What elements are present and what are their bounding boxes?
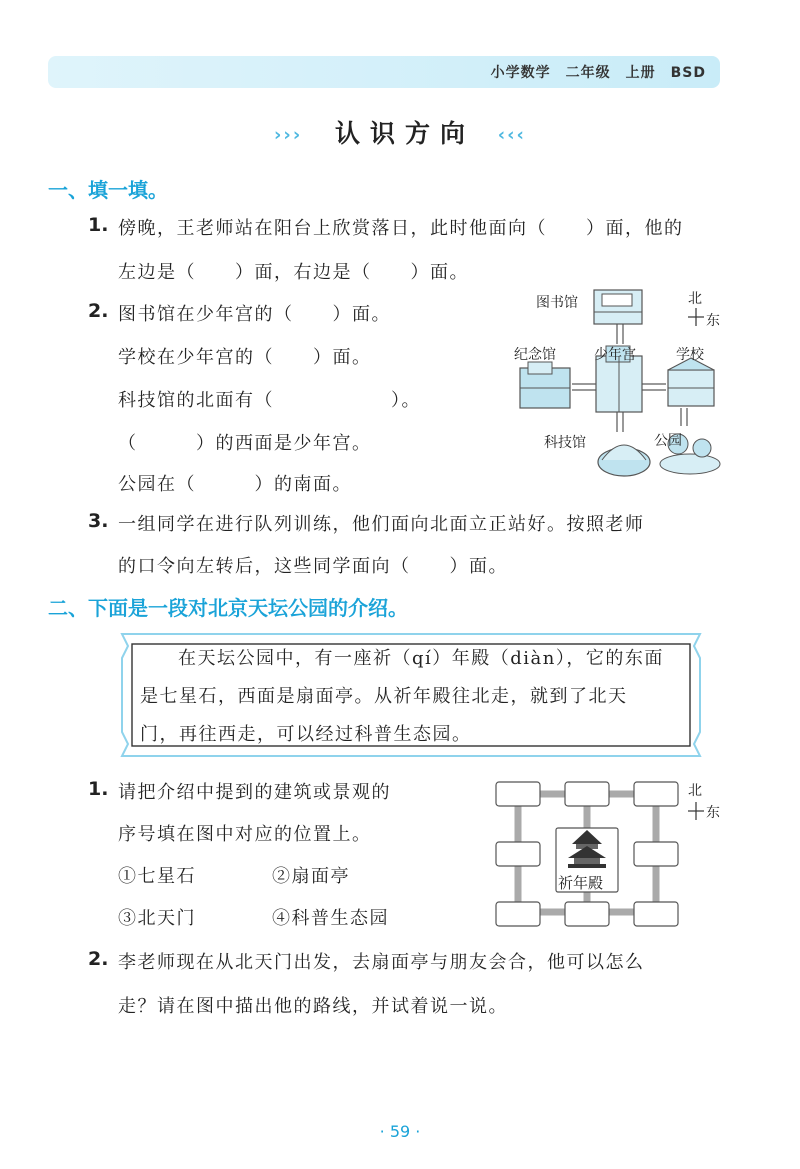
- grid-box-ne: [634, 782, 678, 806]
- q3-number: 3.: [88, 510, 109, 532]
- q1-line2: 左边是（ ）面，右边是（ ）面。: [118, 262, 469, 283]
- section2-heading: 二、下面是一段对北京天坛公园的介绍。: [48, 596, 408, 620]
- grid-north-label: 北: [688, 783, 702, 799]
- q2-line5: 公园在（ ）的南面。: [118, 474, 352, 495]
- intro-line1: 在天坛公园中，有一座祈（qí）年殿（diàn），它的东面: [178, 648, 664, 669]
- map-library-label: 图书馆: [536, 295, 578, 311]
- q3-line1: 一组同学在进行队列训练，他们面向北面立正站好。按照老师: [118, 514, 645, 535]
- map-lines: [510, 284, 730, 484]
- title-right-arrows-icon: ‹‹‹: [497, 124, 526, 146]
- page-title: [0, 114, 800, 150]
- grid-box-n: [565, 782, 609, 806]
- grid-box-se: [634, 902, 678, 926]
- section1-heading: 一、填一填。: [48, 178, 168, 202]
- intro-box: [118, 632, 704, 758]
- q1-line1: 傍晚，王老师站在阳台上欣赏落日，此时他面向（ ）面，他的: [118, 218, 684, 239]
- s2-q1-line2: 序号填在图中对应的位置上。: [118, 824, 372, 845]
- grid-center-label: 祈年殿: [558, 874, 604, 892]
- q3-line2: 的口令向左转后，这些同学面向（ ）面。: [118, 556, 508, 577]
- grid-box-e: [634, 842, 678, 866]
- grid-box-nw: [496, 782, 540, 806]
- q1-number: 1.: [88, 214, 109, 236]
- q2-number: 2.: [88, 300, 109, 322]
- map-science-label: 科技馆: [544, 435, 586, 451]
- s2-option-3: ③北天门: [118, 908, 196, 929]
- park-grid-diagram: [494, 780, 728, 932]
- memorial-icon: [520, 362, 570, 408]
- q2-line1: 图书馆在少年宫的（ ）面。: [118, 304, 391, 325]
- map-compass-icon: [688, 308, 704, 326]
- science-museum-icon: [598, 445, 650, 476]
- map-school-label: 学校: [676, 347, 704, 363]
- s2-option-4: ④科普生态园: [272, 908, 389, 929]
- s2-option-2: ②扇面亭: [272, 866, 350, 887]
- page-number: · 59 ·: [379, 1122, 421, 1141]
- q2-line3: 科技馆的北面有（ ）。: [118, 390, 421, 411]
- grid-compass-icon: [688, 802, 704, 820]
- campus-map: [510, 284, 730, 484]
- school-icon: [668, 358, 714, 406]
- s2-q2-number: 2.: [88, 948, 109, 970]
- s2-q2-line2: 走？请在图中描出他的路线，并试着说一说。: [118, 996, 508, 1017]
- library-icon: [594, 290, 642, 324]
- map-youth-palace-label: 少年宫: [594, 347, 636, 363]
- q2-line2: 学校在少年宫的（ ）面。: [118, 347, 372, 368]
- intro-line3: 门，再往西走，可以经过科普生态园。: [140, 724, 472, 745]
- title-text: 认识方向: [334, 119, 475, 148]
- grid-box-w: [496, 842, 540, 866]
- grid-east-label: 东: [706, 805, 720, 821]
- title-left-arrows-icon: ›››: [274, 124, 303, 146]
- s2-q1-number: 1.: [88, 778, 109, 800]
- map-north-label: 北: [688, 291, 702, 307]
- map-park-label: 公园: [654, 433, 682, 449]
- header-text: 小学数学 二年级 上册 BSD: [490, 65, 706, 81]
- s2-q1-line1: 请把介绍中提到的建筑或景观的: [118, 782, 391, 803]
- grid-box-sw: [496, 902, 540, 926]
- grid-box-s: [565, 902, 609, 926]
- s2-option-1: ①七星石: [118, 866, 196, 887]
- q2-line4: （ ）的西面是少年宫。: [118, 433, 372, 454]
- intro-line2: 是七星石，西面是扇面亭。从祈年殿往北走，就到了北天: [140, 686, 628, 707]
- map-memorial-label: 纪念馆: [514, 347, 556, 363]
- grid-paths: [494, 780, 728, 932]
- header-bar: [48, 56, 720, 88]
- map-east-label: 东: [706, 313, 720, 329]
- s2-q2-line1: 李老师现在从北天门出发，去扇面亭与朋友会合，他可以怎么: [118, 952, 645, 973]
